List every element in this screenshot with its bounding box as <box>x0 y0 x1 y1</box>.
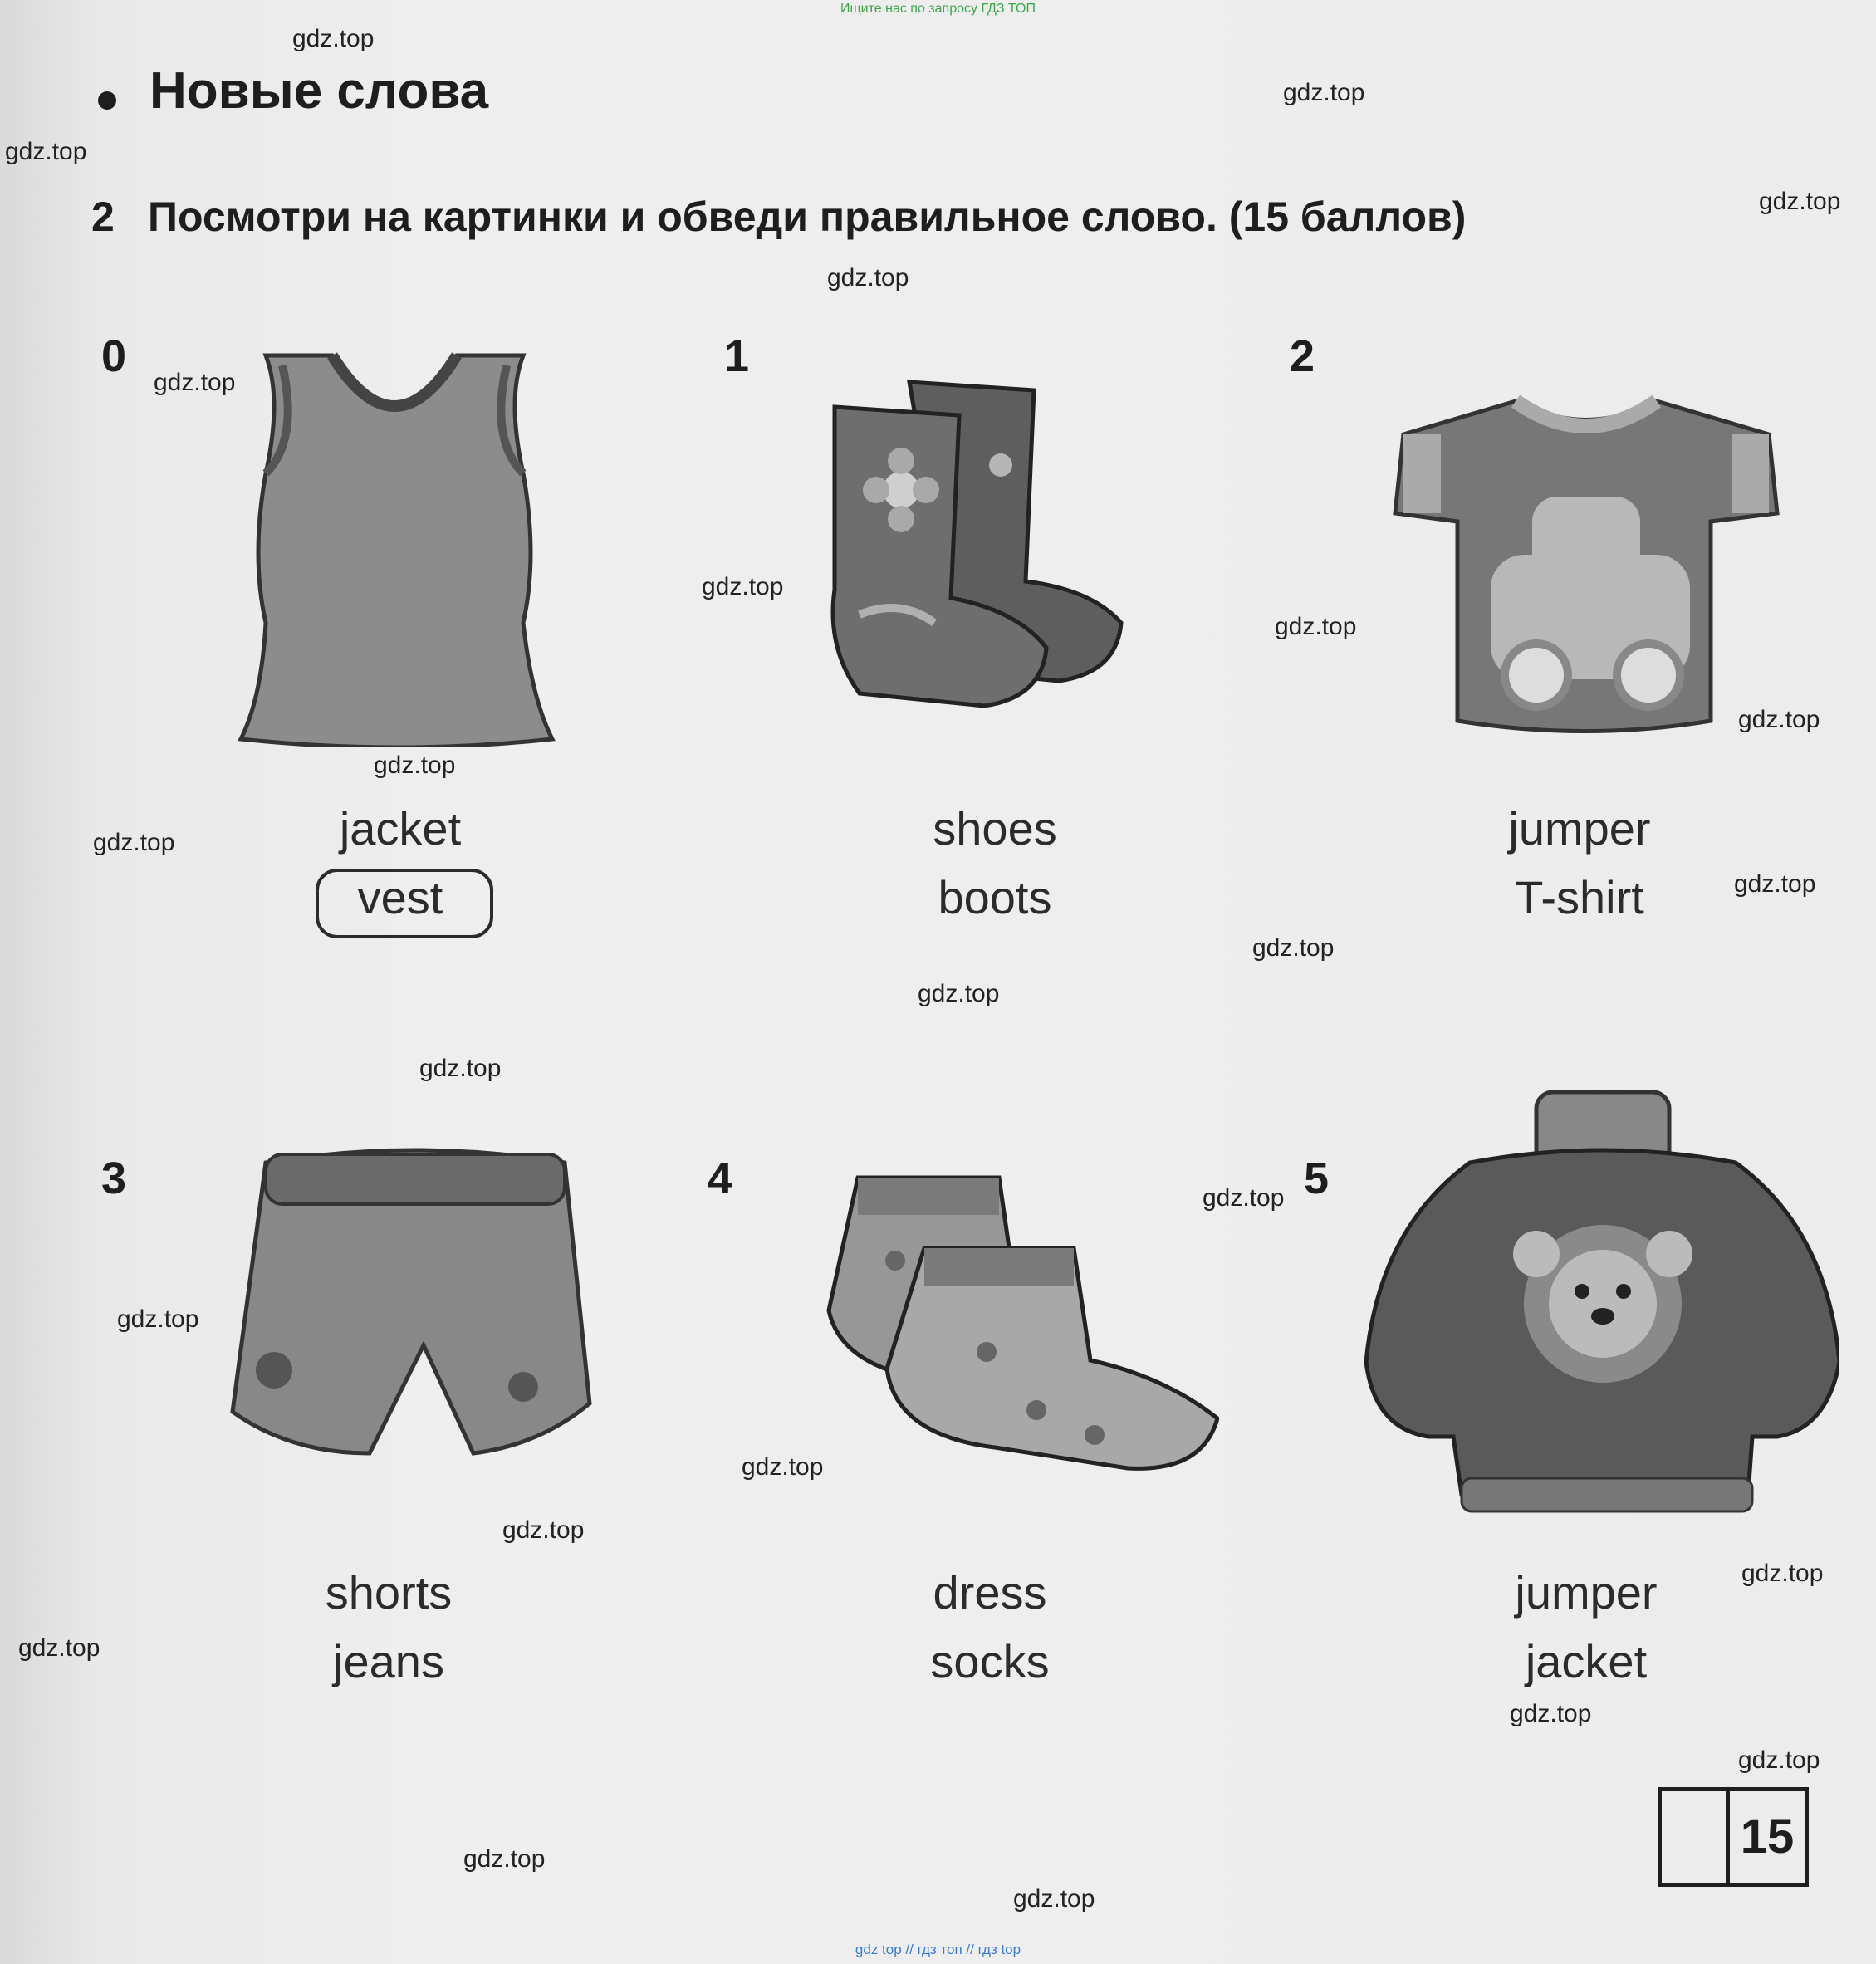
watermark: gdz.top <box>1275 613 1357 640</box>
section-bullet <box>98 91 116 110</box>
watermark: gdz.top <box>502 1516 585 1544</box>
watermark: gdz.top <box>419 1055 502 1082</box>
item-0-option-1[interactable]: jacket <box>339 802 462 855</box>
watermark: gdz.top <box>463 1845 546 1873</box>
score-max-points: 15 <box>1740 1810 1795 1864</box>
watermark: gdz.top <box>1738 1746 1820 1774</box>
task-number: 2 <box>91 193 115 240</box>
item-4-option-1[interactable]: dress <box>933 1566 1047 1619</box>
watermark: gdz.top <box>1738 706 1820 733</box>
watermark: gdz.top <box>374 752 456 779</box>
task-instruction: Посмотри на картинки и обведи правильное слово. (15 баллов) <box>148 193 1467 240</box>
watermark: gdz.top <box>292 25 375 52</box>
item-number-2: 2 <box>1290 331 1315 381</box>
item-2-option-2[interactable]: T-shirt <box>1515 871 1644 923</box>
watermark: gdz.top <box>742 1453 824 1481</box>
watermark: gdz.top <box>117 1305 199 1333</box>
watermark: gdz.top <box>918 980 1000 1007</box>
watermark: gdz.top <box>827 264 909 291</box>
bottom-banner[interactable]: gdz top // гдз топ // гдз top <box>855 1942 1021 1957</box>
item-number-5: 5 <box>1304 1153 1330 1203</box>
watermark: gdz.top <box>702 573 784 600</box>
item-number-3: 3 <box>101 1153 127 1203</box>
watermark: gdz.top <box>1510 1700 1592 1727</box>
item-5-option-2[interactable]: jacket <box>1525 1635 1648 1687</box>
item-4-option-2[interactable]: socks <box>930 1635 1050 1687</box>
top-banner[interactable]: Ищите нас по запросу ГДЗ ТОП <box>840 2 1036 16</box>
watermark: gdz.top <box>1252 934 1335 962</box>
vest-icon <box>233 349 556 747</box>
socks-icon <box>820 1161 1219 1477</box>
section-title-text: Новые слова <box>149 62 489 120</box>
item-1-option-1[interactable]: shoes <box>933 802 1057 855</box>
item-3-option-1[interactable]: shorts <box>325 1566 453 1619</box>
watermark: gdz.top <box>1734 870 1816 898</box>
item-0-option-2[interactable]: vest <box>357 871 443 923</box>
item-5-option-1[interactable]: jumper <box>1515 1566 1658 1619</box>
tshirt-icon <box>1391 389 1781 737</box>
watermark: gdz.top <box>18 1634 100 1662</box>
item-number-4: 4 <box>708 1153 733 1203</box>
watermark: gdz.top <box>5 138 87 165</box>
item-1-option-2[interactable]: boots <box>938 871 1052 923</box>
item-number-1: 1 <box>724 331 750 381</box>
watermark: gdz.top <box>154 369 236 396</box>
jumper-icon <box>1362 1088 1839 1520</box>
watermark: gdz.top <box>1741 1560 1824 1587</box>
boots-icon <box>810 374 1134 731</box>
watermark: gdz.top <box>1203 1184 1285 1212</box>
watermark: gdz.top <box>1013 1885 1095 1913</box>
watermark: gdz.top <box>1759 188 1841 215</box>
watermark: gdz.top <box>93 829 175 856</box>
item-number-0: 0 <box>101 331 127 381</box>
shorts-icon <box>224 1138 606 1478</box>
item-3-option-2[interactable]: jeans <box>333 1635 444 1687</box>
watermark: gdz.top <box>1283 79 1365 106</box>
score-box <box>1658 1787 1809 1887</box>
item-2-option-1[interactable]: jumper <box>1508 802 1651 855</box>
score-input-cell[interactable] <box>1662 1791 1730 1883</box>
